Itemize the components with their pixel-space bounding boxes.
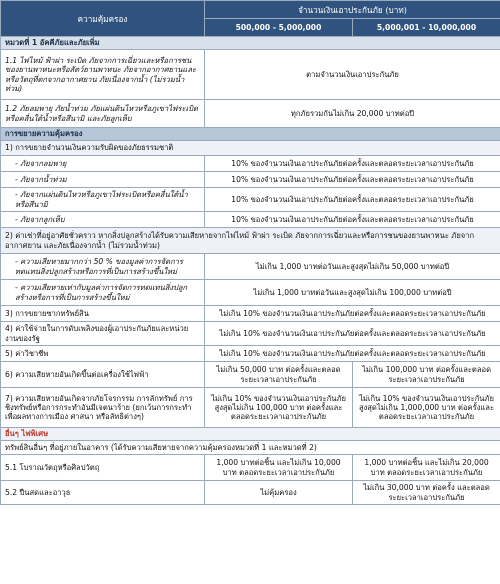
table-row xyxy=(1,362,500,388)
table-row xyxy=(1,212,500,228)
table-row xyxy=(1,481,500,505)
table-row xyxy=(1,306,500,322)
row-value-range-2: 1,000 บาทต่อชิ้น และไม่เกิน 20,000 บาท ตลอดระยะเวลาเอาประกันภัย xyxy=(353,455,500,481)
table-row xyxy=(1,254,500,280)
row-value: ไม่เกิน 10% ของจำนวนเงินเอาประกันภัยต่อครั้งและตลอดระยะเวลาเอาประกันภัย xyxy=(205,346,500,362)
section-3-subtitle: ทรัพย์สินอื่นๆ ที่อยู่ภายในอาคาร (ได้รับความเสียหายจากความคุ้มครองหมวดที่ 1 และหมวดที่ 2) xyxy=(1,441,500,455)
table-row xyxy=(1,322,500,346)
row-value-range-1: ไม่เกิน 50,000 บาท ต่อครั้งและตลอดระยะเวลาเอาประกันภัย xyxy=(205,362,353,388)
row-label: - ความเสียหายเท่ากับมูลค่าการจัดการทดแทนสิ่งปลูกสร้างหรือการที่เป็นการสร้างขึ้นใหม่ xyxy=(1,280,205,306)
item-2-title: 2) ค่าเช่าที่อยู่อาศัยชั่วคราว หากสิ่งปลูกสร้างได้รับความเสียหายจากไฟไหม้ ฟ้าผ่า ระเบิด ภัยจากการเฉี่ยวและหรือการชนของยานพาหนะ ภัยจากอากาศยาน และภัยเนื่องจากน้ำ (ไม่รวมน้ำท่วม) xyxy=(1,228,500,254)
row-value: ทุกภัยรวมกันไม่เกิน 20,000 บาทต่อปี xyxy=(205,100,500,128)
row-value: 10% ของจำนวนเงินเอาประกันภัยต่อครั้งและตลอดระยะเวลาเอาประกันภัย xyxy=(205,172,500,188)
row-value-range-2: ไม่เกิน 100,000 บาท ต่อครั้งและตลอดระยะเวลาเอาประกันภัย xyxy=(353,362,500,388)
row-label: - ภัยจากลมพายุ xyxy=(1,156,205,172)
row-value-range-2: ไม่เกิน 10% ของจำนวนเงินเอาประกันภัย สูงสุดไม่เกิน 1,000,000 บาท ต่อครั้งและตลอดระยะเวลาเอาประกันภัย xyxy=(353,388,500,428)
row-value: 10% ของจำนวนเงินเอาประกันภัยต่อครั้งและตลอดระยะเวลาเอาประกันภัย xyxy=(205,156,500,172)
row-value: 10% ของจำนวนเงินเอาประกันภัยต่อครั้งและตลอดระยะเวลาเอาประกันภัย xyxy=(205,212,500,228)
table-row xyxy=(1,156,500,172)
row-label: 1.1 ไฟไหม้ ฟ้าผ่า ระเบิด ภัยจากการเฉี่ยวและหรือการชนของยานพาหนะหรือสัตว์ยานพาหนะ ภัยจากอากาศยานและหรือวัตถุที่ตกจากอากาศยาน ภัยเนื่องจากน้ำ (ไม่รวมน้ำท่วม) xyxy=(1,50,205,100)
row-label: 5.1 โบราณวัตถุหรือศิลปวัตถุ xyxy=(1,455,205,481)
range-2-header: 5,000,001 - 10,000,000 xyxy=(353,19,500,37)
table-row xyxy=(1,50,500,100)
row-label: 5.2 ปืนสดและอาวุธ xyxy=(1,481,205,505)
row-value-range-1: 1,000 บาทต่อชิ้น และไม่เกิน 10,000 บาท ตลอดระยะเวลาเอาประกันภัย xyxy=(205,455,353,481)
row-value: ตามจำนวนเงินเอาประกันภัย xyxy=(205,50,500,100)
section-3-title: อื่นๆ ไฟพิเศษ xyxy=(1,428,500,441)
table-row xyxy=(1,188,500,212)
table-row xyxy=(1,346,500,362)
table-row xyxy=(1,455,500,481)
row-value: ไม่เกิน 10% ของจำนวนเงินเอาประกันภัยต่อครั้งและตลอดระยะเวลาเอาประกันภัย xyxy=(205,322,500,346)
row-label: 5) ค่าวิชาชีพ xyxy=(1,346,205,362)
row-label: - ภัยจากน้ำท่วม xyxy=(1,172,205,188)
section-1-title-row xyxy=(1,37,500,50)
row-label: 6) ความเสียหายอันเกิดขึ้นต่อเครื่องใช้ไฟฟ้า xyxy=(1,362,205,388)
table-row xyxy=(1,280,500,306)
section-3-subtitle-row xyxy=(1,441,500,455)
table-row xyxy=(1,172,500,188)
header-row-1 xyxy=(1,1,500,19)
section-2-title-row xyxy=(1,128,500,141)
row-value-range-1: ไม่คุ้มครอง xyxy=(205,481,353,505)
row-label: 3) การขยายซากทรัพย์สิน xyxy=(1,306,205,322)
row-value-range-2: ไม่เกิน 30,000 บาท ต่อครั้ง และตลอดระยะเวลาเอาประกันภัย xyxy=(353,481,500,505)
range-1-header: 500,000 - 5,000,000 xyxy=(205,19,353,37)
coverage-header: ความคุ้มครอง xyxy=(1,1,205,37)
row-label: 1.2 ภัยลมพายุ ภัยน้ำท่วม ภัยแผ่นดินไหวหรือภูเขาไฟระเบิดหรือคลื่นใต้น้ำหรือสึนามิ และภัยลูกเห็บ xyxy=(1,100,205,128)
row-label: - ความเสียหายมากกว่า 50 % ของมูลค่าการจัดการทดแทนสิ่งปลูกสร้างหรือการที่เป็นการสร้างขึ้นใหม่ xyxy=(1,254,205,280)
item-1-title-row xyxy=(1,141,500,156)
section-3-title-row xyxy=(1,428,500,441)
row-value: ไม่เกิน 1,000 บาทต่อวันและสูงสุดไม่เกิน 50,000 บาทต่อปี xyxy=(205,254,500,280)
table-row xyxy=(1,100,500,128)
row-value: ไม่เกิน 1,000 บาทต่อวันและสูงสุดไม่เกิน 100,000 บาทต่อปี xyxy=(205,280,500,306)
row-value: ไม่เกิน 10% ของจำนวนเงินเอาประกันภัยต่อครั้งและตลอดระยะเวลาเอาประกันภัย xyxy=(205,306,500,322)
table-row xyxy=(1,388,500,428)
sum-insured-header: จำนวนเงินเอาประกันภัย (บาท) xyxy=(205,1,500,19)
section-1-title: หมวดที่ 1 อัคคีภัยและภัยเพิ่ม xyxy=(1,37,500,50)
item-1-title: 1) การขยายจำนวนเงินความรับผิดของภัยธรรมชาติ xyxy=(1,141,500,156)
row-value: 10% ของจำนวนเงินเอาประกันภัยต่อครั้งและตลอดระยะเวลาเอาประกันภัย xyxy=(205,188,500,212)
row-value-range-1: ไม่เกิน 10% ของจำนวนเงินเอาประกันภัย สูงสุดไม่เกิน 100,000 บาท ต่อครั้งและตลอดระยะเวลาเอาประกันภัย xyxy=(205,388,353,428)
row-label: 7) ความเสียหายอันเกิดจากภัยโจรกรรม การลักทรัพย์ การชิงทรัพย์หรือการกระทำอันมีเจตนาร้าย (ยกเว้นการกระทำเพื่อผลทางการเมือง ศาสนา หรือลัทธิต่างๆ) xyxy=(1,388,205,428)
row-label: - ภัยจากลูกเห็บ xyxy=(1,212,205,228)
row-label: 4) ค่าใช้จ่ายในการดับเพลิงของผู้เอาประกันภัยและหน่วยงานของรัฐ xyxy=(1,322,205,346)
section-2-title: การขยายความคุ้มครอง xyxy=(1,128,500,141)
item-2-title-row xyxy=(1,228,500,254)
row-label: - ภัยจากแผ่นดินไหวหรือภูเขาไฟระเบิดหรือคลื่นใต้น้ำหรือสึนามิ xyxy=(1,188,205,212)
